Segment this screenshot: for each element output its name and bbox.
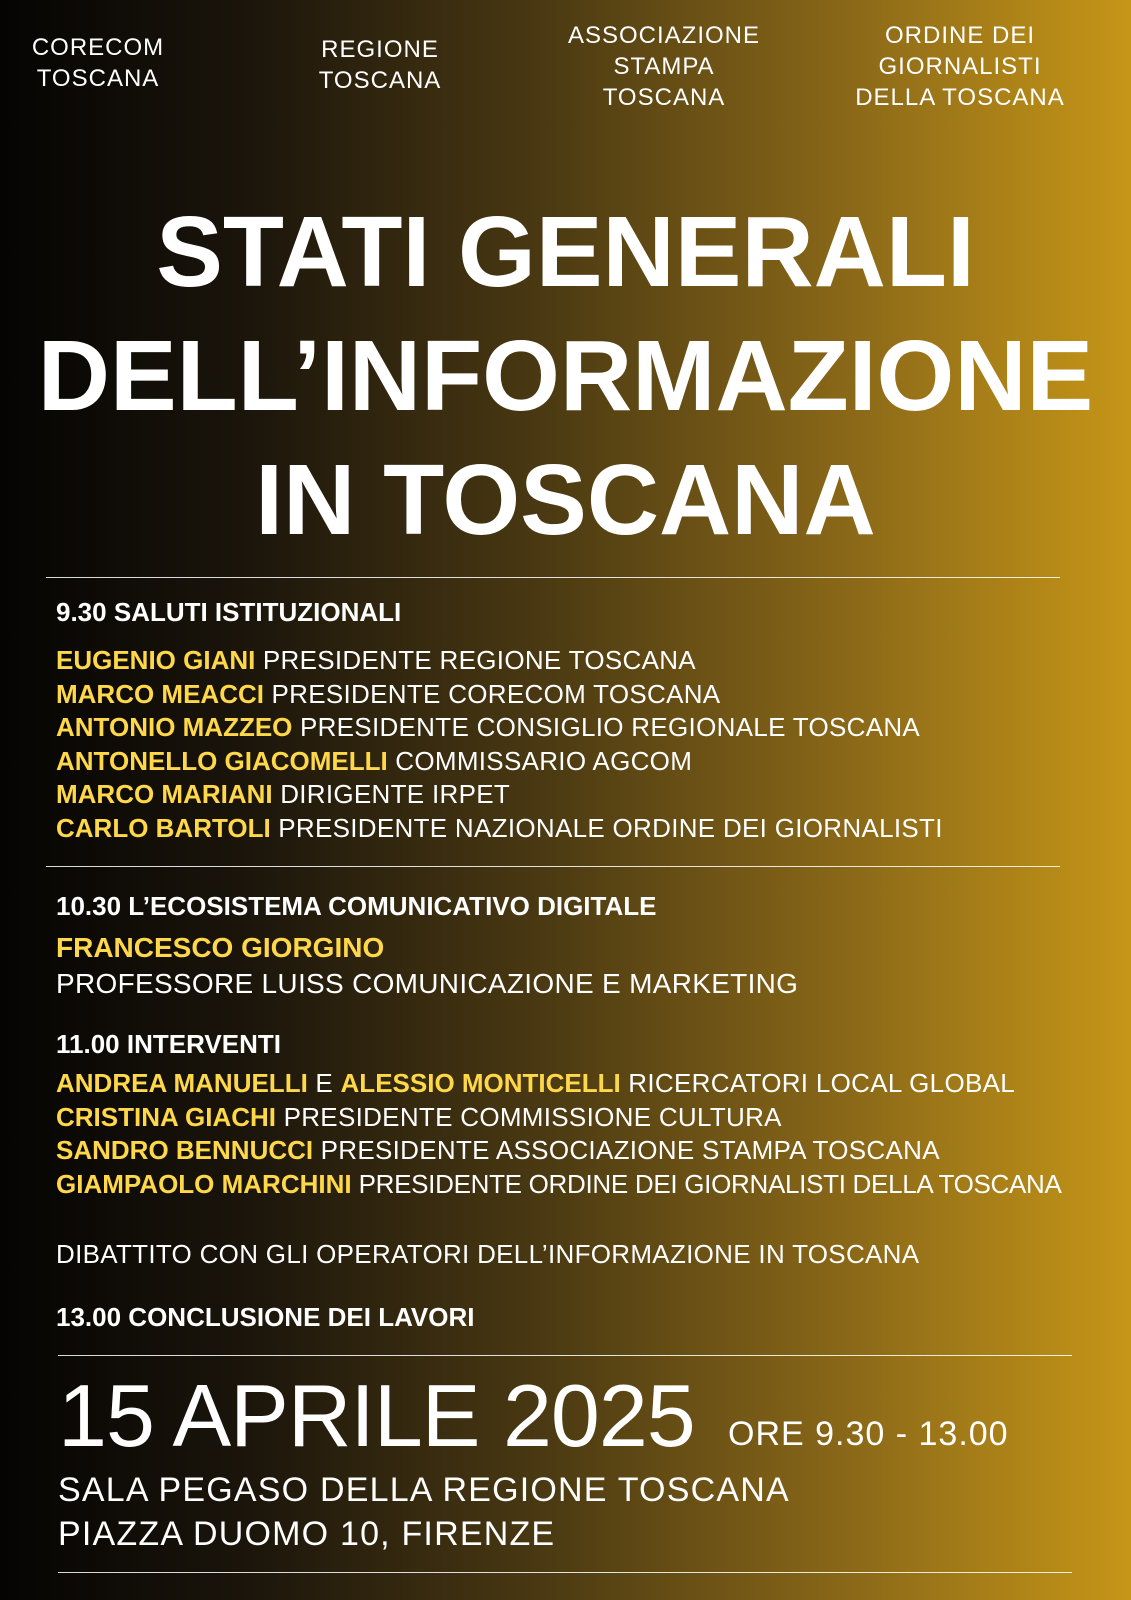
speaker-role: PRESIDENTE ASSOCIAZIONE STAMPA TOSCANA	[320, 1135, 940, 1166]
organizer-line: DELLA TOSCANA	[855, 84, 1065, 111]
title-line-3: IN TOSCANA	[255, 444, 876, 556]
event-date: 15 APRILE 2025	[58, 1366, 695, 1465]
speaker-role: PRESIDENTE CONSIGLIO REGIONALE TOSCANA	[299, 712, 921, 743]
speaker-name: SANDRO BENNUCCI	[56, 1135, 314, 1166]
organizer-line: TOSCANA	[318, 67, 442, 94]
speaker-role: PRESIDENTE REGIONE TOSCANA	[262, 645, 696, 675]
event-title	[0, 190, 1131, 562]
speaker-name: ANTONELLO GIACOMELLI	[56, 745, 388, 776]
organizer-line: TOSCANA	[602, 84, 726, 111]
organizer-line: REGIONE	[321, 36, 439, 63]
keynote-block	[56, 930, 798, 1002]
debate-line: DIBATTITO CON GLI OPERATORI DELL’INFORMAZIONE IN TOSCANA	[56, 1239, 920, 1269]
organizer-line: CORECOM	[31, 34, 165, 61]
list-item	[56, 678, 943, 712]
list-item	[56, 1134, 1062, 1168]
list-item	[56, 1067, 1062, 1101]
event-venue	[58, 1468, 790, 1556]
organizer-ordine-giornalisti	[830, 20, 1090, 113]
list-item	[56, 778, 943, 812]
speaker-list-interventi	[56, 1067, 1062, 1201]
venue-line-1: SALA PEGASO DELLA REGIONE TOSCANA	[58, 1471, 790, 1509]
speaker-role: DIRIGENTE IRPET	[280, 779, 511, 810]
session-heading-saluti: 9.30 SALUTI ISTITUZIONALI	[56, 597, 402, 627]
divider	[58, 1355, 1072, 1356]
divider	[46, 577, 1060, 578]
speaker-role: PRESIDENTE COMMISSIONE CULTURA	[283, 1101, 782, 1132]
speaker-name: ALESSIO MONTICELLI	[340, 1068, 621, 1098]
organizer-line: ASSOCIAZIONE	[567, 22, 761, 49]
speaker-list-saluti	[56, 644, 943, 846]
title-line-1: STATI GENERALI	[156, 196, 975, 308]
speaker-name: EUGENIO GIANI	[56, 645, 256, 675]
list-item	[56, 644, 943, 678]
organizer-line: GIORNALISTI	[878, 53, 1042, 80]
list-item	[56, 1168, 1062, 1202]
divider	[58, 1572, 1072, 1573]
organizer-line: ORDINE DEI	[884, 22, 1035, 49]
event-time: ORE 9.30 - 13.00	[728, 1415, 1009, 1453]
organizer-line: TOSCANA	[36, 65, 160, 92]
organizer-regione	[300, 34, 460, 96]
keynote-speaker-name: FRANCESCO GIORGINO	[56, 932, 385, 963]
list-item	[56, 745, 943, 779]
speaker-role: PRESIDENTE NAZIONALE ORDINE DEI GIORNALISTI	[278, 812, 943, 843]
speaker-role: COMMISSARIO AGCOM	[395, 745, 693, 776]
title-line-2: DELL’INFORMAZIONE	[37, 320, 1094, 432]
session-heading-interventi: 11.00 INTERVENTI	[56, 1029, 281, 1059]
venue-line-2: PIAZZA DUOMO 10, FIRENZE	[58, 1515, 556, 1553]
speaker-name: ANTONIO MAZZEO	[56, 712, 293, 743]
organizer-line: STAMPA	[613, 53, 715, 80]
session-heading-conclusione: 13.00 CONCLUSIONE DEI LAVORI	[56, 1302, 475, 1332]
speaker-role: PRESIDENTE ORDINE DEI GIORNALISTI DELLA TOSCANA	[358, 1168, 1062, 1199]
organizer-associazione-stampa	[550, 20, 778, 113]
speaker-conjunction: E	[315, 1068, 333, 1098]
speaker-name: MARCO MARIANI	[56, 779, 273, 810]
list-item	[56, 812, 943, 846]
speaker-name: ANDREA MANUELLI	[56, 1068, 308, 1098]
session-heading-ecosistema: 10.30 L’ECOSISTEMA COMUNICATIVO DIGITALE	[56, 891, 657, 921]
list-item	[56, 1101, 1062, 1135]
speaker-name: MARCO MEACCI	[56, 678, 264, 709]
speaker-role: PRESIDENTE CORECOM TOSCANA	[271, 678, 721, 709]
divider	[46, 866, 1060, 867]
list-item	[56, 711, 943, 745]
organizer-corecom	[18, 32, 178, 94]
speaker-role: RICERCATORI LOCAL GLOBAL	[628, 1068, 1016, 1098]
speaker-name: GIAMPAOLO MARCHINI	[56, 1168, 352, 1199]
speaker-name: CRISTINA GIACHI	[56, 1101, 277, 1132]
speaker-name: CARLO BARTOLI	[56, 812, 271, 843]
keynote-speaker-role: PROFESSORE LUISS COMUNICAZIONE E MARKETING	[56, 968, 799, 999]
